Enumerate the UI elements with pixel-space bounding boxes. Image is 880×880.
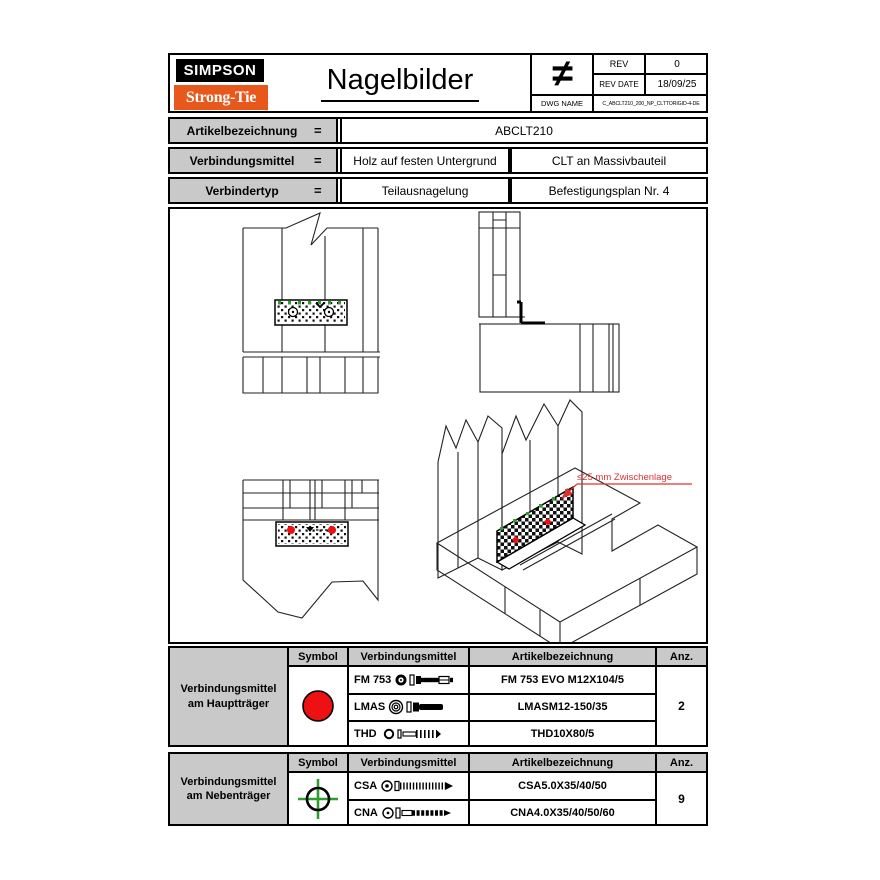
table-haupttraeger [168,646,708,747]
dwg-name-value: C_ABCLT210_200_NP_CLTTORIGID-4-DE [602,100,700,107]
drawing-area [168,207,708,644]
meta-value-left: Teilausnagelung [340,179,510,202]
article-cell: CSA5.0X35/40/50 [518,780,607,792]
annotation-text: ≤25 mm Zwischenlage [577,472,672,483]
fastener-row: FM 753 [349,667,468,693]
rev-date-value: 18/09/25 [646,75,708,96]
table-nebentraeger [168,752,708,826]
meta-value: ABCLT210 [340,119,706,142]
meta-value-left: Holz auf festen Untergrund [340,149,510,172]
view-side-section [479,212,619,392]
bracket-plate-underside [276,522,348,546]
title-block [168,53,708,113]
equals-sign: = [314,183,322,198]
meta-value-right: Befestigungsplan Nr. 4 [510,179,706,202]
col-header-article: Artikelbezeichnung [470,754,655,771]
csa-screw-icon [379,777,461,795]
main-member-symbol [289,667,347,745]
section-label: Verbindungsmittel am Hauptträger [170,648,289,745]
view-isometric [437,400,697,642]
green-crosshair-symbol-icon [295,776,341,822]
col-header-fastener: Verbindungsmittel [349,648,468,665]
technical-drawing [170,209,706,642]
meta-value-right: CLT an Massivbauteil [510,149,706,172]
secondary-member-symbol [289,773,347,824]
meta-row-verbindertyp [168,177,708,204]
section-label: Verbindungsmittel am Nebenträger [170,754,289,824]
view-underside [243,480,379,618]
fastener-row: LMAS [349,694,468,720]
meta-label: Artikelbezeichnung [186,123,298,138]
anchor-marker-red [328,526,336,534]
rev-label: REV [594,55,646,75]
rev-date-label: REV DATE [594,75,646,96]
dwg-name-label: DWG NAME [532,96,594,111]
bracket-plate-iso [497,487,585,569]
fastener-row: THD [349,721,468,747]
meta-label: Verbindungsmittel [189,153,295,168]
fastener-row: CNA [349,800,468,826]
simpson-logo-text: SIMPSON [176,59,264,82]
registered-mark: ® [265,107,268,112]
article-cell: LMASM12-150/35 [517,701,608,713]
angle-bracket-section [517,302,545,323]
red-circle-symbol-icon [298,686,338,726]
bracket-plate-front [275,300,347,325]
qty-value: 2 [678,699,685,713]
col-header-qty: Anz. [657,648,706,665]
not-equal-logo-icon: ≠ [532,55,594,96]
cna-nail-icon [380,804,462,822]
rev-value: 0 [646,55,708,75]
strongtie-logo-text: Strong-Tie [174,85,268,110]
equals-sign: = [314,123,322,138]
view-front [243,213,380,393]
page-title: Nagelbilder [274,64,526,102]
revision-block [530,55,708,111]
col-header-qty: Anz. [657,754,706,771]
meta-label: Verbindertyp [205,183,279,198]
meta-row-verbindungsmittel [168,147,708,174]
zwischenlage-annotation [561,472,692,499]
fastener-row: CSA [349,773,468,799]
fm753-anchor-icon [393,671,468,689]
col-header-fastener: Verbindungsmittel [349,754,468,771]
thd-concrete-screw-icon [379,725,459,743]
meta-row-artikelbezeichnung [168,117,708,144]
anchor-marker-red [287,526,295,534]
article-cell: CNA4.0X35/40/50/60 [510,807,615,819]
qty-value: 9 [678,791,685,806]
article-cell: FM 753 EVO M12X104/5 [501,674,624,686]
col-header-article: Artikelbezeichnung [470,648,655,665]
article-cell: THD10X80/5 [530,728,595,740]
col-header-symbol: Symbol [289,754,347,771]
equals-sign: = [314,153,322,168]
lmas-screw-anchor-icon [387,698,463,716]
col-header-symbol: Symbol [289,648,347,665]
